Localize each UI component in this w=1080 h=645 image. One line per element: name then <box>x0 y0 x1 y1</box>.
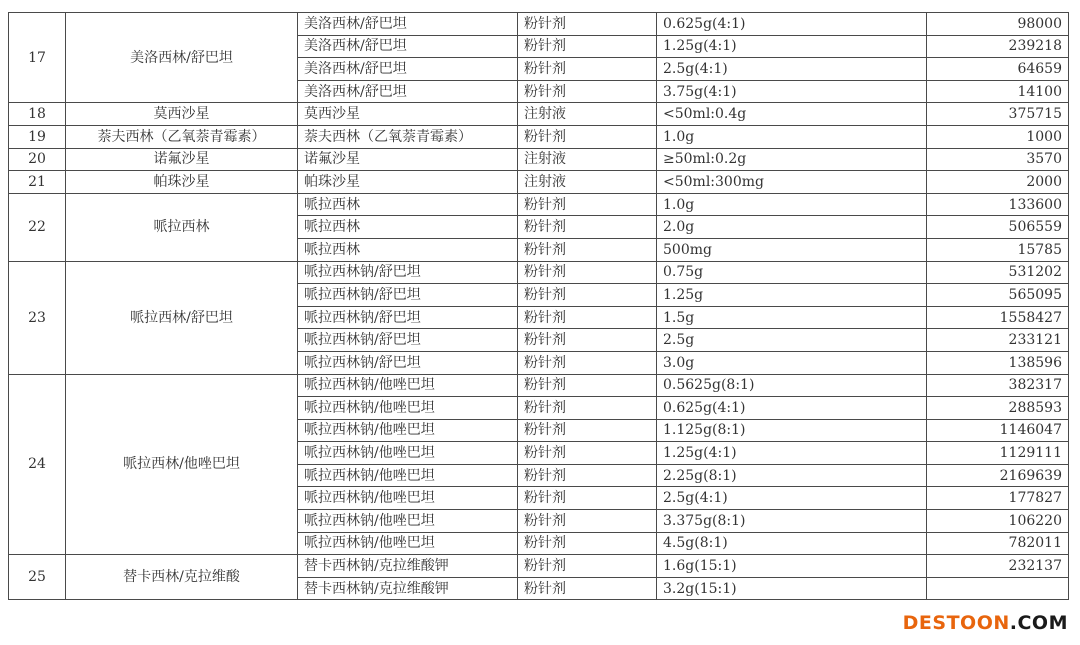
dosage-form: 粉针剂 <box>518 397 657 420</box>
item-number: 24 <box>9 374 66 555</box>
destoon-watermark <box>899 609 1072 637</box>
specification: 1.25g(4:1) <box>657 35 927 58</box>
dosage-form: 粉针剂 <box>518 284 657 307</box>
watermark-part1: DESTOON <box>902 612 1010 634</box>
drug-spec-name: 哌拉西林钠/他唑巴坦 <box>298 397 518 420</box>
specification: 2.5g(4:1) <box>657 58 927 81</box>
drug-spec-name: 哌拉西林钠/舒巴坦 <box>298 351 518 374</box>
drug-generic-name: 哌拉西林/他唑巴坦 <box>66 374 298 555</box>
specification: 1.125g(8:1) <box>657 419 927 442</box>
table-body <box>9 13 1069 600</box>
table-row <box>9 374 1069 397</box>
watermark-part2: .COM <box>1009 612 1068 634</box>
quantity <box>927 577 1069 600</box>
specification: 0.75g <box>657 261 927 284</box>
quantity: 531202 <box>927 261 1069 284</box>
drug-spec-name: 美洛西林/舒巴坦 <box>298 35 518 58</box>
drug-spec-name: 哌拉西林钠/他唑巴坦 <box>298 464 518 487</box>
drug-spec-name: 美洛西林/舒巴坦 <box>298 58 518 81</box>
dosage-form: 粉针剂 <box>518 216 657 239</box>
specification: <50ml:0.4g <box>657 103 927 126</box>
specification: 1.25g <box>657 284 927 307</box>
drug-generic-name: 诺氟沙星 <box>66 148 298 171</box>
quantity: 232137 <box>927 555 1069 578</box>
dosage-form: 粉针剂 <box>518 419 657 442</box>
drug-spec-name: 哌拉西林钠/他唑巴坦 <box>298 487 518 510</box>
dosage-form: 粉针剂 <box>518 306 657 329</box>
table-row <box>9 148 1069 171</box>
dosage-form: 粉针剂 <box>518 510 657 533</box>
drug-generic-name: 替卡西林/克拉维酸 <box>66 555 298 600</box>
drug-generic-name: 帕珠沙星 <box>66 171 298 194</box>
specification: 3.2g(15:1) <box>657 577 927 600</box>
dosage-form: 粉针剂 <box>518 80 657 103</box>
drug-list-table <box>8 12 1069 600</box>
specification: 2.5g(4:1) <box>657 487 927 510</box>
specification: 1.5g <box>657 306 927 329</box>
quantity: 233121 <box>927 329 1069 352</box>
drug-spec-name: 哌拉西林钠/舒巴坦 <box>298 306 518 329</box>
dosage-form: 粉针剂 <box>518 193 657 216</box>
dosage-form: 粉针剂 <box>518 351 657 374</box>
quantity: 506559 <box>927 216 1069 239</box>
table-row <box>9 125 1069 148</box>
specification: 3.375g(8:1) <box>657 510 927 533</box>
drug-spec-name: 哌拉西林钠/他唑巴坦 <box>298 532 518 555</box>
specification: 2.25g(8:1) <box>657 464 927 487</box>
table-row <box>9 555 1069 578</box>
item-number: 18 <box>9 103 66 126</box>
drug-generic-name: 莫西沙星 <box>66 103 298 126</box>
quantity: 565095 <box>927 284 1069 307</box>
drug-spec-name: 哌拉西林 <box>298 193 518 216</box>
item-number: 21 <box>9 171 66 194</box>
specification: 3.75g(4:1) <box>657 80 927 103</box>
quantity: 1146047 <box>927 419 1069 442</box>
specification: 0.5625g(8:1) <box>657 374 927 397</box>
dosage-form: 粉针剂 <box>518 555 657 578</box>
quantity: 14100 <box>927 80 1069 103</box>
item-number: 20 <box>9 148 66 171</box>
item-number: 17 <box>9 13 66 103</box>
specification: 2.5g <box>657 329 927 352</box>
table-row <box>9 171 1069 194</box>
dosage-form: 注射液 <box>518 103 657 126</box>
specification: ≥50ml:0.2g <box>657 148 927 171</box>
specification: 2.0g <box>657 216 927 239</box>
item-number: 25 <box>9 555 66 600</box>
drug-spec-name: 莫西沙星 <box>298 103 518 126</box>
quantity: 782011 <box>927 532 1069 555</box>
table-row <box>9 193 1069 216</box>
quantity: 1558427 <box>927 306 1069 329</box>
quantity: 64659 <box>927 58 1069 81</box>
dosage-form: 粉针剂 <box>518 532 657 555</box>
quantity: 375715 <box>927 103 1069 126</box>
dosage-form: 粉针剂 <box>518 238 657 261</box>
drug-spec-name: 帕珠沙星 <box>298 171 518 194</box>
dosage-form: 粉针剂 <box>518 374 657 397</box>
quantity: 1000 <box>927 125 1069 148</box>
drug-spec-name: 哌拉西林钠/他唑巴坦 <box>298 419 518 442</box>
drug-spec-name: 美洛西林/舒巴坦 <box>298 80 518 103</box>
specification: 500mg <box>657 238 927 261</box>
dosage-form: 粉针剂 <box>518 464 657 487</box>
dosage-form: 粉针剂 <box>518 125 657 148</box>
drug-spec-name: 哌拉西林钠/舒巴坦 <box>298 284 518 307</box>
drug-generic-name: 美洛西林/舒巴坦 <box>66 13 298 103</box>
item-number: 23 <box>9 261 66 374</box>
specification: 0.625g(4:1) <box>657 397 927 420</box>
quantity: 2169639 <box>927 464 1069 487</box>
quantity: 133600 <box>927 193 1069 216</box>
specification: 3.0g <box>657 351 927 374</box>
item-number: 19 <box>9 125 66 148</box>
quantity: 288593 <box>927 397 1069 420</box>
table-row <box>9 103 1069 126</box>
drug-spec-name: 哌拉西林钠/舒巴坦 <box>298 261 518 284</box>
quantity: 239218 <box>927 35 1069 58</box>
drug-spec-name: 哌拉西林钠/他唑巴坦 <box>298 442 518 465</box>
drug-spec-name: 哌拉西林 <box>298 238 518 261</box>
quantity: 2000 <box>927 171 1069 194</box>
dosage-form: 注射液 <box>518 148 657 171</box>
dosage-form: 粉针剂 <box>518 577 657 600</box>
dosage-form: 粉针剂 <box>518 442 657 465</box>
dosage-form: 粉针剂 <box>518 13 657 36</box>
drug-generic-name: 哌拉西林/舒巴坦 <box>66 261 298 374</box>
specification: 0.625g(4:1) <box>657 13 927 36</box>
drug-spec-name: 诺氟沙星 <box>298 148 518 171</box>
specification: <50ml:300mg <box>657 171 927 194</box>
drug-spec-name: 哌拉西林 <box>298 216 518 239</box>
quantity: 1129111 <box>927 442 1069 465</box>
quantity: 15785 <box>927 238 1069 261</box>
quantity: 3570 <box>927 148 1069 171</box>
drug-generic-name: 萘夫西林（乙氧萘青霉素） <box>66 125 298 148</box>
dosage-form: 粉针剂 <box>518 329 657 352</box>
drug-spec-name: 美洛西林/舒巴坦 <box>298 13 518 36</box>
specification: 4.5g(8:1) <box>657 532 927 555</box>
specification: 1.25g(4:1) <box>657 442 927 465</box>
drug-spec-name: 替卡西林钠/克拉维酸钾 <box>298 555 518 578</box>
quantity: 106220 <box>927 510 1069 533</box>
specification: 1.0g <box>657 125 927 148</box>
drug-spec-name: 哌拉西林钠/舒巴坦 <box>298 329 518 352</box>
dosage-form: 粉针剂 <box>518 261 657 284</box>
quantity: 382317 <box>927 374 1069 397</box>
dosage-form: 粉针剂 <box>518 487 657 510</box>
table-row <box>9 261 1069 284</box>
specification: 1.0g <box>657 193 927 216</box>
drug-generic-name: 哌拉西林 <box>66 193 298 261</box>
quantity: 138596 <box>927 351 1069 374</box>
drug-spec-name: 哌拉西林钠/他唑巴坦 <box>298 510 518 533</box>
item-number: 22 <box>9 193 66 261</box>
dosage-form: 粉针剂 <box>518 58 657 81</box>
drug-spec-name: 哌拉西林钠/他唑巴坦 <box>298 374 518 397</box>
specification: 1.6g(15:1) <box>657 555 927 578</box>
dosage-form: 注射液 <box>518 171 657 194</box>
quantity: 98000 <box>927 13 1069 36</box>
drug-spec-name: 萘夫西林（乙氧萘青霉素） <box>298 125 518 148</box>
dosage-form: 粉针剂 <box>518 35 657 58</box>
drug-spec-name: 替卡西林钠/克拉维酸钾 <box>298 577 518 600</box>
table-row <box>9 13 1069 36</box>
quantity: 177827 <box>927 487 1069 510</box>
